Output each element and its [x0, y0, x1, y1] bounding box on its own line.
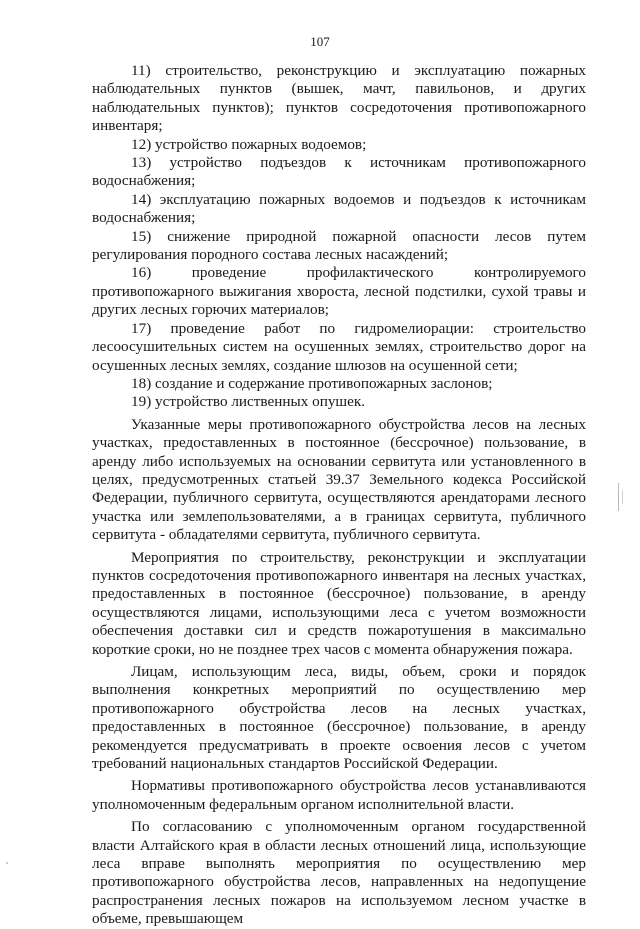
paragraph-item-17: 17) проведение работ по гидромелиорации: строительство лесоосушительных систем на осушенных землях, строительство дорог на осушенных лесных землях, создание шлюзов на осушенной сети;: [92, 319, 586, 374]
paragraph-item-11: 11) строительство, реконструкцию и эксплуатацию пожарных наблюдательных пунктов (вышек, мачт, павильонов, и других наблюдательных пунктов); пунктов сосредоточения противопожарного инвентаря;: [92, 62, 586, 135]
paragraph-measures: Указанные меры противопожарного обустройства лесов на лесных участках, предоставленных в постоянное (бессрочное) пользование, в аренду либо используемых на основании сервитута или установленного в целях, предусмотренных статьей 39.37 Земельного кодекса Российской Федерации, публичного сервитута, осуществляются арендаторами лесного участка или землепользователями, а в границах сервитута, публичного сервитута - обладателями сервитута, публичного сервитута.: [92, 415, 586, 544]
paragraph-agreement: По согласованию с уполномоченным органом государственной власти Алтайского края в области лесных отношений лица, использующие леса вправе выполнять мероприятия по осуществлению мер противопожарного обустройства лесов, направленных на недопущение распространения лесных пожаров на используемом лесном участке в объеме, превышающем: [92, 818, 586, 928]
page-number: 107: [310, 34, 330, 49]
paragraph-forest-users: Лицам, использующим леса, виды, объем, сроки и порядок выполнения конкретных мероприятий по осуществлению мер противопожарного обустройства лесов на лесных участках, предоставленных в постоянное (бессрочное) пользование, в аренду рекомендуется предусматривать в проекте освоения лесов с учетом требований национальных стандартов Российской Федерации.: [92, 663, 586, 773]
paragraph-item-19: 19) устройство лиственных опушек.: [131, 393, 366, 411]
paragraph-item-18: 18) создание и содержание противопожарных заслонов;: [131, 374, 493, 392]
paragraph-item-12: 12) устройство пожарных водоемов;: [131, 135, 367, 153]
scan-margin-mark: [622, 490, 624, 504]
paragraph-standards: Нормативы противопожарного обустройства лесов устанавливаются уполномоченным федеральным органом исполнительной власти.: [92, 777, 586, 813]
paragraph-item-14: 14) эксплуатацию пожарных водоемов и подъездов к источникам водоснабжения;: [92, 190, 586, 227]
document-body: [92, 62, 586, 929]
scan-margin-mark: [618, 483, 621, 511]
paragraph-item-16: 16) проведение профилактического контролируемого противопожарного выжигания хвороста, лесной подстилки, сухой травы и других лесных горючих материалов;: [92, 264, 586, 319]
scan-artifact: [6, 862, 8, 864]
paragraph-item-15: 15) снижение природной пожарной опасности лесов путем регулирования породного состава лесных насаждений;: [92, 227, 586, 264]
paragraph-item-13: 13) устройство подъездов к источникам противопожарного водоснабжения;: [92, 154, 586, 190]
paragraph-events: Мероприятия по строительству, реконструкции и эксплуатации пунктов сосредоточения противопожарного инвентаря на лесных участках, предоставленных в постоянное (бессрочное) пользование, в аренду осуществляются лицами, использующими леса с учетом возможности обеспечения доставки сил и средств пожаротушения в максимально короткие сроки, но не позднее трех часов с момента обнаружения пожара.: [92, 548, 586, 658]
